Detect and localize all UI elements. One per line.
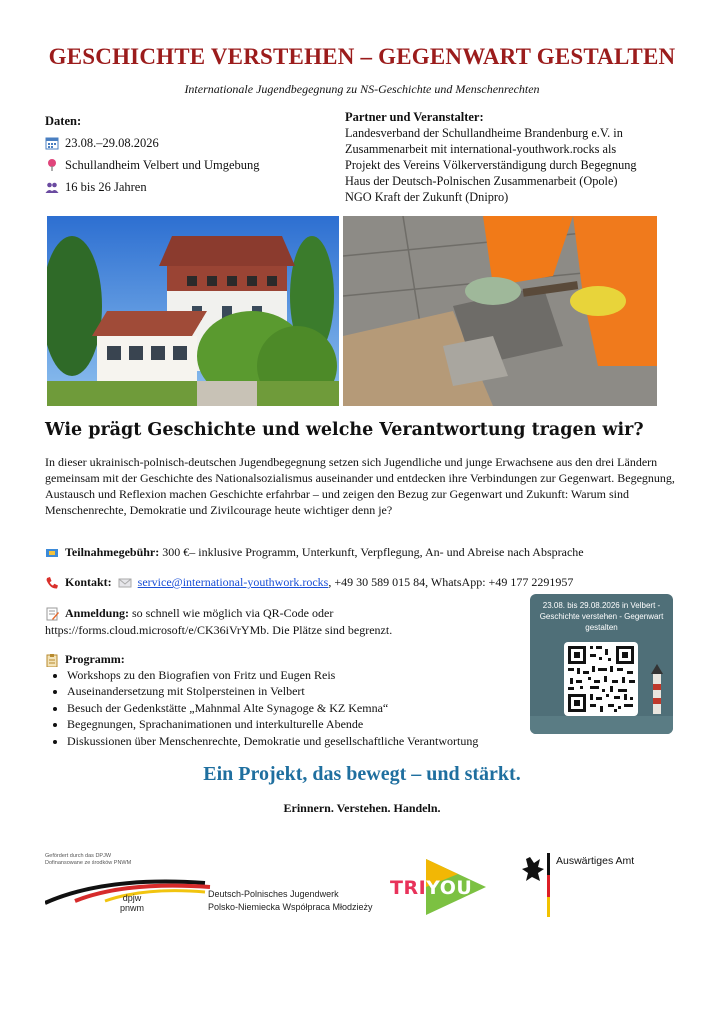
page-title: GESCHICHTE VERSTEHEN – GEGENWART GESTALTEN	[48, 44, 676, 69]
partners-heading: Partner und Veranstalter:	[345, 110, 484, 124]
program-label: Programm:	[65, 652, 125, 666]
partners-block	[345, 110, 685, 205]
closing-headline: Ein Projekt, das bewegt – und stärkt.	[203, 763, 521, 785]
age-text: 16 bis 26 Jahren	[65, 180, 147, 194]
dpjw-logo	[45, 853, 215, 923]
dpjw-name-pl: Polsko-Niemiecka Współpraca Młodzieży	[208, 902, 373, 912]
triyou-tri: TRI	[390, 877, 427, 899]
partners-list	[345, 125, 685, 205]
people-icon	[45, 180, 59, 194]
age-row	[45, 179, 335, 195]
fee-label: Teilnahmegebühr:	[65, 545, 160, 559]
stone-laying-photo	[343, 216, 657, 406]
pin-icon	[45, 158, 59, 172]
program-block	[45, 652, 605, 749]
envelope-icon	[118, 576, 132, 590]
dpjw-funding-note: Dofinansowane ze środków PNWM	[45, 860, 132, 866]
fee-text: 300 €– inklusive Programm, Unterkunft, Verpflegung, An- und Abreise nach Absprache	[162, 545, 584, 559]
clipboard-icon	[45, 653, 59, 667]
auswaertiges-amt-logo	[518, 853, 658, 923]
calendar-icon	[45, 136, 59, 150]
triyou-you: YOU	[426, 877, 473, 899]
dates-block	[45, 114, 335, 195]
closing-tagline: Erinnern. Verstehen. Handeln.	[283, 801, 441, 815]
page-subtitle: Internationale Jugendbegegnung zu NS-Geschichte und Menschenrechten	[184, 82, 540, 96]
date-text: 23.08.–29.08.2026	[65, 136, 159, 150]
intro-paragraph: In dieser ukrainisch-polnisch-deutschen Jugendbegegnung setzen sich Jugendliche und junge Erwachsene aus den drei Ländern gemeinsam mit der Geschichte des Nationalsozialismus auseinander und entdecken ihre Verbindungen zur Gegenwart. Begegnung, Austausch und Reflexion machen Geschichte erfahrbar – und zeigen den Bezug zur Gegenwart und Zukunft: Warum sind Menschenrechte, Demokratie und Zivilcourage heute wichtiger denn je?	[45, 455, 675, 517]
list-item: • Workshops zu den Biografien von Fritz und Eugen Reis	[67, 667, 605, 683]
registration-url: https://forms.cloud.microsoft/e/CK36iVrYMb. Die Plätze sind begrenzt.	[45, 623, 393, 637]
program-list	[45, 667, 605, 749]
partner-line: Projekt des Vereins Völkerverständigung durch Begegnung	[345, 158, 637, 172]
partner-line: Landesverband der Schullandheime Brandenburg e.V. in	[345, 126, 623, 140]
qr-caption-line: gestalten	[585, 623, 618, 632]
dpjw-funding-note: Gefördert durch das DPJW	[45, 853, 112, 859]
date-row	[45, 135, 335, 151]
pnwm-mark: pnwm	[120, 903, 145, 913]
list-item: • Diskussionen über Menschenrechte, Demokratie und gesellschaftliche Verantwortung	[67, 733, 605, 749]
location-text: Schullandheim Velbert und Umgebung	[65, 158, 260, 172]
money-icon	[45, 546, 59, 560]
aa-name: Auswärtiges Amt	[556, 855, 635, 867]
list-item: • Auseinandersetzung mit Stolpersteinen in Velbert	[67, 683, 605, 699]
building-photo	[47, 216, 339, 406]
partner-line: Haus der Deutsch-Polnischen Zusammenarbeit (Opole)	[345, 174, 618, 188]
triyou-logo	[388, 857, 488, 917]
dpjw-name	[208, 888, 373, 914]
contact-email-link[interactable]: service@international-youthwork.rocks	[137, 575, 329, 589]
qr-caption-line: Geschichte verstehen - Gegenwart	[539, 612, 664, 621]
registration-label: Anmeldung:	[65, 606, 130, 620]
list-item: • Besuch der Gedenkstätte „Mahnmal Alte Synagoge & KZ Kemna“	[67, 700, 605, 716]
contact-row	[45, 575, 705, 590]
registration-block	[45, 605, 525, 639]
dpjw-mark: dpjw	[122, 893, 142, 903]
dates-heading: Daten:	[45, 114, 82, 128]
contact-phones: , +49 30 589 015 84, WhatsApp: +49 177 2291957	[328, 575, 574, 589]
contact-label: Kontakt:	[65, 575, 112, 589]
partner-line: Zusammenarbeit mit international-youthwork.rocks als	[345, 142, 617, 156]
fee-row	[45, 545, 695, 560]
location-row	[45, 157, 335, 173]
partner-line: NGO Kraft der Zukunft (Dnipro)	[345, 190, 509, 204]
qr-caption-line: 23.08. bis 29.08.2026 in Velbert -	[542, 601, 661, 610]
registration-text: so schnell wie möglich via QR-Code oder	[132, 606, 334, 620]
dpjw-name-de: Deutsch-Polnisches Jugendwerk	[208, 889, 339, 899]
memo-icon	[45, 607, 59, 621]
phone-icon	[45, 576, 59, 590]
list-item: • Begegnungen, Sprachanimationen und interkulturelle Abende	[67, 716, 605, 732]
section-heading: Wie prägt Geschichte und welche Verantwortung tragen wir?	[45, 420, 644, 440]
